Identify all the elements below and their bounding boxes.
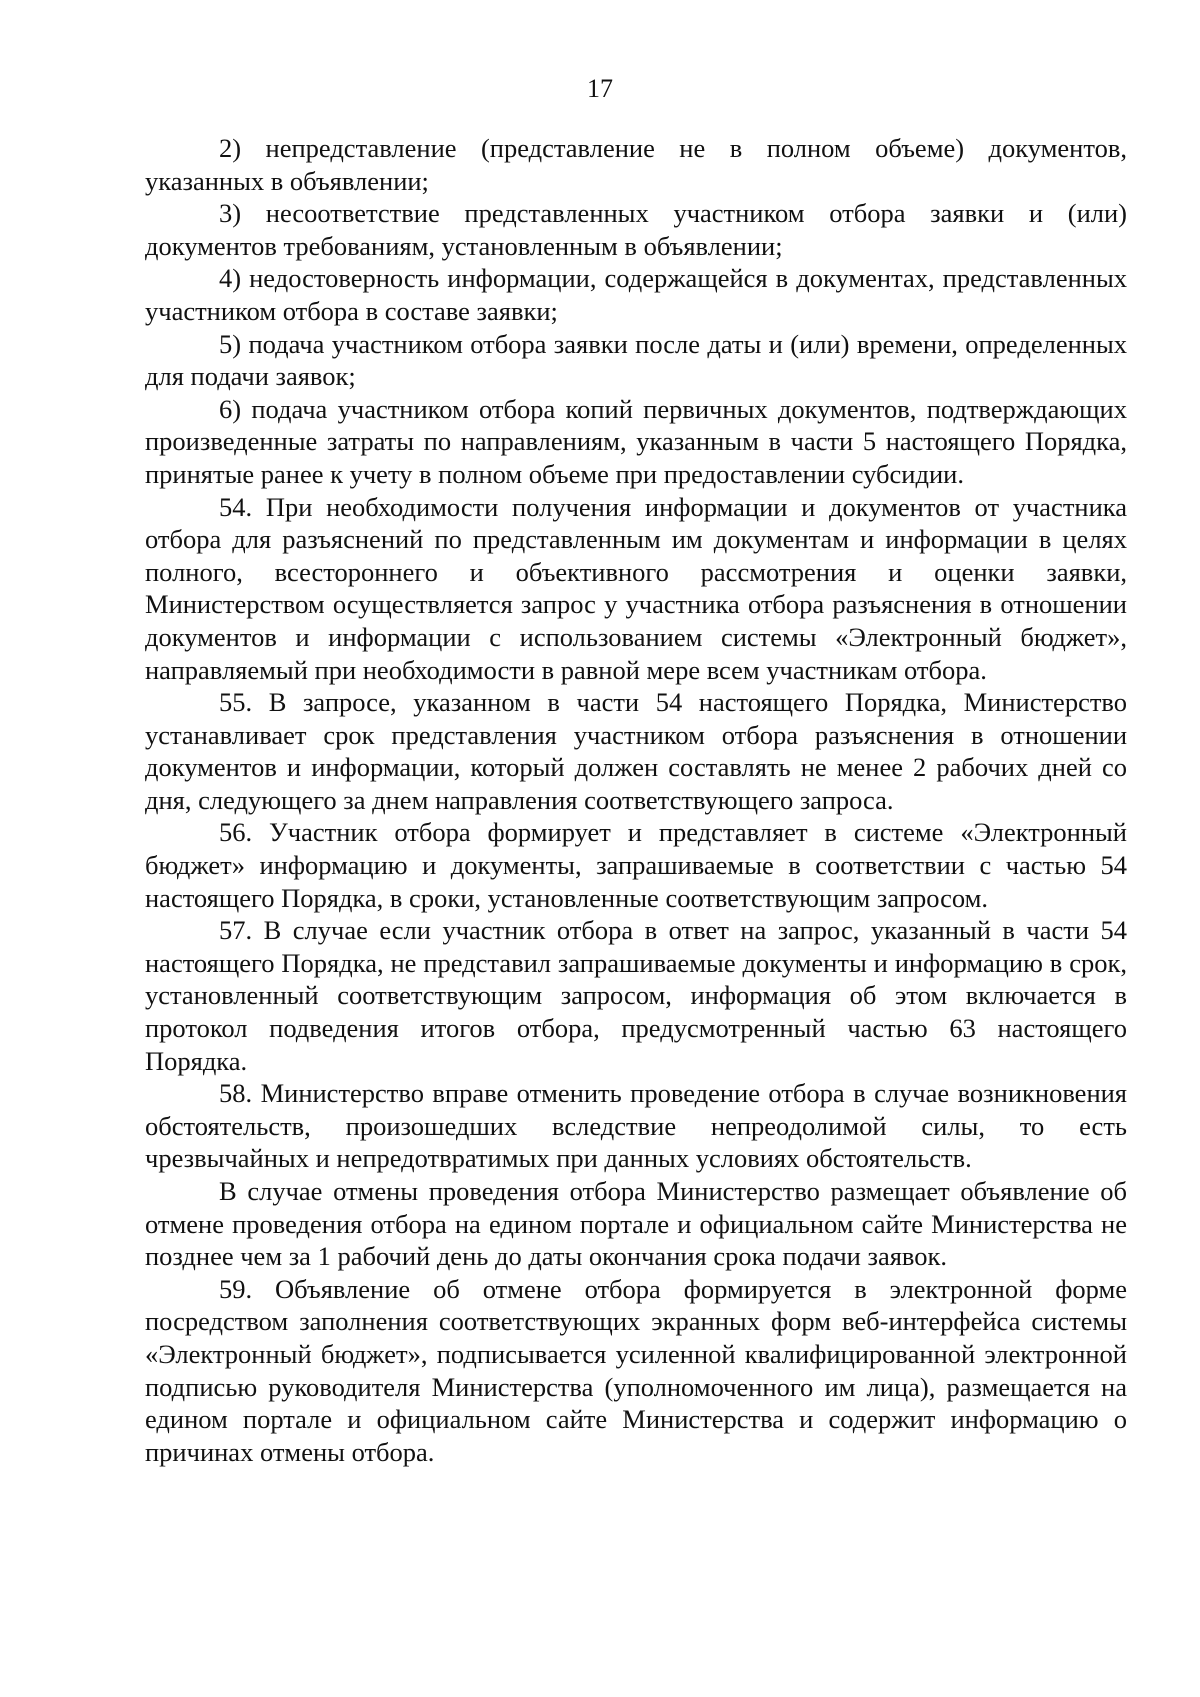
page-number: 17 <box>587 74 613 103</box>
list-item-5: 5) подача участником отбора заявки после даты и (или) времени, определенных для подачи заявок; <box>145 328 1127 392</box>
section-58-continuation: В случае отмены проведения отбора Министерство размещает объявление об отмене проведения отбора на едином портале и официальном сайте Министерства не позднее чем за 1 рабочий день до даты окончания срока подачи заявок. <box>145 1176 1127 1272</box>
section-58: 58. Министерство вправе отменить проведение отбора в случае возникновения обстоятельств, произошедших вследствие непреодолимой силы, то есть чрезвычайных и непредотвратимых при данных условиях обстоятельств. <box>145 1078 1127 1174</box>
section-54: 54. При необходимости получения информации и документов от участника отбора для разъяснений по представленным им документам и информации в целях полного, всестороннего и объективного рассмотрения и оценки заявки, Министерством осуществляется запрос у участника отбора разъяснения в отношении документов и информации с использованием системы «Электронный бюджет», направляемый при необходимости в равной мере всем участникам отбора. <box>145 491 1127 685</box>
section-57: 57. В случае если участник отбора в ответ на запрос, указанный в части 54 настоящего Порядка, не представил запрашиваемые документы и информацию в срок, установленный соответствующим запросом, информация об этом включается в протокол подведения итогов отбора, предусмотренный частью 63 настоящего Порядка. <box>145 915 1127 1076</box>
list-item-6: 6) подача участником отбора копий первичных документов, подтверждающих произведенные затраты по направлениям, указанным в части 5 настоящего Порядка, принятые ранее к учету в полном объеме при предоставлении субсидии. <box>145 393 1127 489</box>
list-item-2: 2) непредставление (представление не в полном объеме) документов, указанных в объявлении; <box>145 133 1127 196</box>
section-55: 55. В запросе, указанном в части 54 настоящего Порядка, Министерство устанавливает срок представления участником отбора разъяснения в отношении документов и информации, который должен составлять не менее 2 рабочих дней со дня, следующего за днем направления соответствующего запроса. <box>145 687 1127 815</box>
section-56: 56. Участник отбора формирует и представляет в системе «Электронный бюджет» информацию и документы, запрашиваемые в соответствии с частью 54 настоящего Порядка, в сроки, установленные соответствующим запросом. <box>145 817 1127 913</box>
list-item-3: 3) несоответствие представленных участником отбора заявки и (или) документов требованиям, установленным в объявлении; <box>145 198 1127 261</box>
document-body <box>145 132 1127 1468</box>
list-item-4: 4) недостоверность информации, содержащейся в документах, представленных участником отбора в составе заявки; <box>145 263 1127 326</box>
section-59: 59. Объявление об отмене отбора формируется в электронной форме посредством заполнения соответствующих экранных форм веб-интерфейса системы «Электронный бюджет», подписывается усиленной квалифицированной электронной подписью руководителя Министерства (уполномоченного им лица), размещается на едином портале и официальном сайте Министерства и содержит информацию о причинах отмены отбора. <box>145 1273 1127 1467</box>
